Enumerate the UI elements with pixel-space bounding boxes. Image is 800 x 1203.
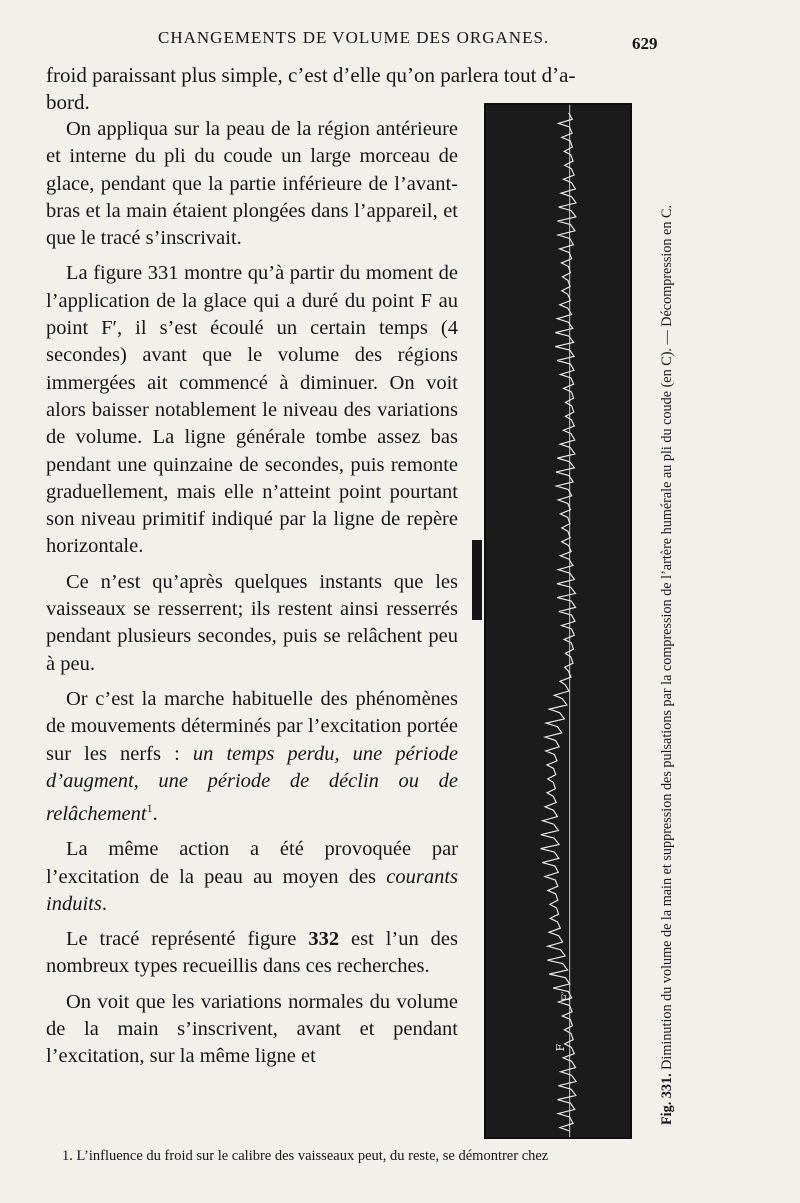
paragraph-4-end: .	[152, 802, 158, 825]
body-text	[46, 116, 458, 1079]
continued-line-end: bord.	[46, 90, 90, 114]
paragraph-6-end: est l’un des nombreux types recueillis dans ces recherches.	[46, 928, 458, 978]
paragraph-5	[46, 836, 458, 918]
figure-caption-text: Diminution du volume de la main et suppression des pulsations par la compression de l’artère humérale au pli du coude (en C). — Décompression en C.	[659, 204, 675, 1070]
print-mark	[472, 540, 482, 620]
paragraph-6	[46, 926, 458, 981]
paragraph-1: On appliqua sur la peau de la région antérieure et interne du pli du coude un large morceau de glace, pendant que la partie inférieure de l’avant-bras et la main étaient plongées dans l’appareil, et que le tracé s’inscrivait.	[46, 118, 458, 250]
continued-line-text: froid paraissant plus simple, c’est d’elle qu’on parlera tout d’a-	[46, 63, 576, 87]
paragraph-6-start: Le tracé représenté figure	[66, 928, 309, 951]
paragraph-5-end: .	[101, 892, 107, 915]
footnote: 1. L’influence du froid sur le calibre des vaisseaux peut, du reste, se démontrer chez	[62, 1148, 549, 1164]
running-title: CHANGEMENTS DE VOLUME DES ORGANES.	[158, 28, 550, 47]
page-number: 629	[632, 34, 658, 53]
paragraph-5-start: La même action a été provoquée par l’excitation de la peau au moyen des	[46, 838, 458, 888]
paragraph-4-start: Or c’est la marche habituelle des phénomènes de mouvements déterminés par l’excitation portée sur les nerfs :	[46, 687, 458, 765]
paragraph-2: La figure 331 montre qu’à partir du moment de l’application de la glace qui a duré du point F au point F′, il s’est écoulé un certain temps (4 secondes) avant que le volume des régions immergées ait commencé à diminuer. On voit alors baisser notablement le niveau des variations de volume. La ligne générale tombe assez bas pendant une quinzaine de secondes, puis remonte graduellement, mais elle n’atteint point pourtant son niveau primitif indiqué par la ligne de repère horizontale.	[46, 262, 458, 558]
marker-f-prime: F′	[559, 991, 573, 1002]
paragraph-4	[46, 686, 458, 828]
figure-331	[484, 103, 632, 1139]
footnote-ref: 1	[146, 801, 153, 816]
figure-caption	[656, 105, 678, 1125]
figure-label: Fig. 331.	[659, 1073, 675, 1125]
marker-f: F	[553, 1043, 567, 1052]
paragraph-5-italic: courants induits	[46, 865, 458, 915]
kymograph-trace	[486, 105, 630, 1137]
paragraph-3: Ce n’est qu’après quelques instants que les vaisseaux se resserrent; ils restent ainsi resserrés pendant plusieurs secondes, puis se relâchent peu à peu.	[46, 570, 458, 675]
paragraph-6-bold: 332	[308, 928, 340, 951]
paragraph-7: On voit que les variations normales du volume de la main s’inscrivent, avant et pendant l’excitation, sur la même ligne et	[46, 990, 458, 1068]
paragraph-4-italic: un temps perdu, une période d’augment, une période de déclin ou de relâchement	[46, 742, 458, 825]
pulse-trace	[541, 113, 577, 1131]
